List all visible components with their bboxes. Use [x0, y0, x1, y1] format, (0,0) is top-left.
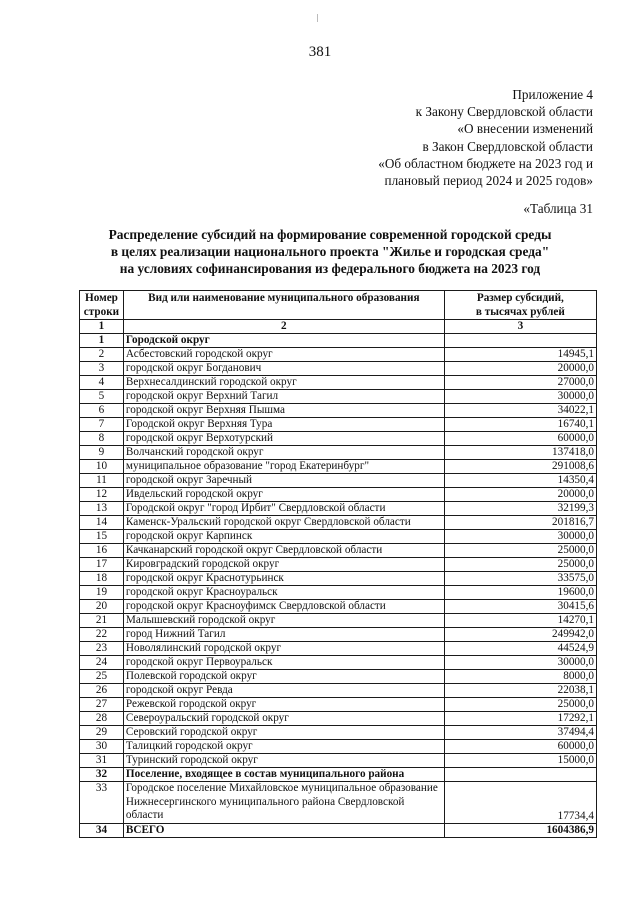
table-row [80, 782, 597, 824]
column-number-row [80, 320, 597, 334]
municipality-name-cell: городской округ Красноуральск [123, 586, 444, 600]
subsidy-amount-cell: 16740,1 [444, 418, 596, 432]
municipality-name-cell: Туринский городской округ [123, 754, 444, 768]
subsidy-amount-cell: 15000,0 [444, 754, 596, 768]
row-number-cell: 29 [80, 726, 124, 740]
row-number-cell: 6 [80, 404, 124, 418]
table-header-row [80, 291, 597, 320]
row-number-cell: 1 [80, 334, 124, 348]
row-number-cell: 16 [80, 544, 124, 558]
subsidy-amount-cell: 27000,0 [444, 376, 596, 390]
municipality-name-cell: Каменск-Уральский городской округ Свердловской области [123, 516, 444, 530]
row-number-cell: 8 [80, 432, 124, 446]
table-row [80, 614, 597, 628]
subsidy-amount-cell: 22038,1 [444, 684, 596, 698]
header-text: Номер [85, 292, 118, 304]
column-number: 2 [123, 320, 444, 334]
table-row [80, 404, 597, 418]
subsidy-amount-cell: 14350,4 [444, 474, 596, 488]
row-number-cell: 12 [80, 488, 124, 502]
row-number-cell: 15 [80, 530, 124, 544]
row-number-cell: 17 [80, 558, 124, 572]
header-row-number [80, 291, 124, 320]
header-subsidy-amount [444, 291, 596, 320]
subsidy-amount-cell: 37494,4 [444, 726, 596, 740]
table-row [80, 670, 597, 684]
row-number-cell: 21 [80, 614, 124, 628]
title-line: в целях реализации национального проекта "Жилье и городская среда" [110, 244, 550, 259]
table-label: «Таблица 31 [523, 201, 593, 216]
row-number-cell: 24 [80, 656, 124, 670]
municipality-name-cell: Кировградский городской округ [123, 558, 444, 572]
municipality-name-cell: Ивдельский городской округ [123, 488, 444, 502]
municipality-name-cell: городской округ Ревда [123, 684, 444, 698]
row-number-cell: 14 [80, 516, 124, 530]
table-row [80, 656, 597, 670]
appendix-line: «О внесении изменений [457, 121, 593, 137]
table-row [80, 432, 597, 446]
subsidy-amount-cell: 291008,6 [444, 460, 596, 474]
row-number-cell: 26 [80, 684, 124, 698]
subsidy-amount-cell: 249942,0 [444, 628, 596, 642]
subsidy-amount-cell: 25000,0 [444, 698, 596, 712]
subsidy-amount-cell: 44524,9 [444, 642, 596, 656]
row-number-cell: 4 [80, 376, 124, 390]
municipality-name-cell: ВСЕГО [123, 823, 444, 837]
subsidy-amount-cell: 14270,1 [444, 614, 596, 628]
subsidy-amount-cell: 17734,4 [444, 782, 596, 824]
appendix-reference [378, 86, 593, 189]
municipality-name-cell: Серовский городской округ [123, 726, 444, 740]
subsidy-amount-cell: 32199,3 [444, 502, 596, 516]
column-number: 1 [80, 320, 124, 334]
header-text: в тысячах рублей [475, 306, 565, 318]
subsidy-amount-cell: 8000,0 [444, 670, 596, 684]
table-row [80, 460, 597, 474]
municipality-name-cell: городской округ Верхотурский [123, 432, 444, 446]
table-row [80, 348, 597, 362]
scan-margin-mark [317, 14, 318, 22]
header-municipality-name: Вид или наименование муниципального образования [123, 291, 444, 320]
municipality-name-cell: Асбестовский городской округ [123, 348, 444, 362]
municipality-name-cell: Новолялинский городской округ [123, 642, 444, 656]
table-row [80, 712, 597, 726]
subsidy-amount-cell [444, 768, 596, 782]
section-header-row [80, 768, 597, 782]
table-row [80, 516, 597, 530]
municipality-name-cell: Волчанский городской округ [123, 446, 444, 460]
row-number-cell: 22 [80, 628, 124, 642]
municipality-name-cell: Городской округ Верхняя Тура [123, 418, 444, 432]
table-row [80, 642, 597, 656]
row-number-cell: 30 [80, 740, 124, 754]
row-number-cell: 33 [80, 782, 124, 824]
subsidy-amount-cell: 20000,0 [444, 488, 596, 502]
row-number-cell: 31 [80, 754, 124, 768]
header-text: Размер субсидий, [476, 292, 564, 304]
subsidy-amount-cell [444, 334, 596, 348]
municipality-name-cell: городской округ Верхний Тагил [123, 390, 444, 404]
municipality-name-cell: городской округ Красноуфимск Свердловской области [123, 600, 444, 614]
title-line: на условиях софинансирования из федерального бюджета на 2023 год [119, 261, 541, 276]
subsidy-amount-cell: 25000,0 [444, 544, 596, 558]
appendix-line: плановый период 2024 и 2025 годов» [384, 173, 593, 189]
subsidy-amount-cell: 201816,7 [444, 516, 596, 530]
row-number-cell: 20 [80, 600, 124, 614]
table-body [80, 334, 597, 838]
row-number-cell: 7 [80, 418, 124, 432]
subsidy-amount-cell: 30415,6 [444, 600, 596, 614]
table-row [80, 390, 597, 404]
municipality-name-cell: городской округ Первоуральск [123, 656, 444, 670]
subsidy-amount-cell: 60000,0 [444, 432, 596, 446]
municipality-name-cell: Поселение, входящее в состав муниципального района [123, 768, 444, 782]
municipality-name-cell: Городской округ [123, 334, 444, 348]
subsidy-amount-cell: 30000,0 [444, 390, 596, 404]
table-row [80, 684, 597, 698]
subsidy-amount-cell: 137418,0 [444, 446, 596, 460]
municipality-name-cell: Режевской городской округ [123, 698, 444, 712]
table-row [80, 698, 597, 712]
table-row [80, 558, 597, 572]
row-number-cell: 28 [80, 712, 124, 726]
row-number-cell: 34 [80, 823, 124, 837]
table-row [80, 418, 597, 432]
subsidy-amount-cell: 30000,0 [444, 656, 596, 670]
subsidy-amount-cell: 19600,0 [444, 586, 596, 600]
municipality-name-cell: Верхнесалдинский городской округ [123, 376, 444, 390]
document-title [0, 226, 640, 277]
municipality-name-cell: Городское поселение Михайловское муниципальное образование Нижнесергинского муниципального района Свердловской области [123, 782, 444, 824]
municipality-name-cell: городской округ Карпинск [123, 530, 444, 544]
row-number-cell: 18 [80, 572, 124, 586]
total-row [80, 823, 597, 837]
subsidy-amount-cell: 34022,1 [444, 404, 596, 418]
appendix-line: Приложение 4 [512, 87, 593, 102]
table-row [80, 600, 597, 614]
title-line: Распределение субсидий на формирование современной городской среды [108, 227, 552, 242]
appendix-line: «Об областном бюджете на 2023 год и [378, 155, 593, 171]
table-row [80, 740, 597, 754]
table-row [80, 572, 597, 586]
table-row [80, 586, 597, 600]
table-row [80, 488, 597, 502]
subsidy-amount-cell: 33575,0 [444, 572, 596, 586]
row-number-cell: 19 [80, 586, 124, 600]
section-header-row [80, 334, 597, 348]
appendix-line: к Закону Свердловской области [415, 104, 593, 120]
row-number-cell: 2 [80, 348, 124, 362]
subsidy-amount-cell: 20000,0 [444, 362, 596, 376]
row-number-cell: 23 [80, 642, 124, 656]
table-row [80, 754, 597, 768]
subsidy-amount-cell: 25000,0 [444, 558, 596, 572]
subsidy-amount-cell: 60000,0 [444, 740, 596, 754]
municipality-name-cell: Городской округ "город Ирбит" Свердловской области [123, 502, 444, 516]
subsidy-amount-cell: 1604386,9 [444, 823, 596, 837]
row-number-cell: 27 [80, 698, 124, 712]
header-text: строки [83, 306, 120, 318]
table-row [80, 474, 597, 488]
municipality-name-cell: Качканарский городской округ Свердловской области [123, 544, 444, 558]
row-number-cell: 9 [80, 446, 124, 460]
row-number-cell: 25 [80, 670, 124, 684]
municipality-name-cell: Талицкий городской округ [123, 740, 444, 754]
row-number-cell: 13 [80, 502, 124, 516]
table-row [80, 530, 597, 544]
table-row [80, 362, 597, 376]
subsidy-amount-cell: 30000,0 [444, 530, 596, 544]
municipality-name-cell: городской округ Богданович [123, 362, 444, 376]
table-row [80, 446, 597, 460]
page-number: 381 [308, 44, 332, 60]
appendix-line: в Закон Свердловской области [422, 138, 593, 154]
municipality-name-cell: Малышевский городской округ [123, 614, 444, 628]
municipality-name-cell: городской округ Заречный [123, 474, 444, 488]
column-number: 3 [444, 320, 596, 334]
subsidies-table [79, 290, 597, 838]
municipality-name-cell: Североуральский городской округ [123, 712, 444, 726]
row-number-cell: 10 [80, 460, 124, 474]
row-number-cell: 11 [80, 474, 124, 488]
table-row [80, 376, 597, 390]
subsidy-amount-cell: 17292,1 [444, 712, 596, 726]
municipality-name-cell: город Нижний Тагил [123, 628, 444, 642]
subsidy-amount-cell: 14945,1 [444, 348, 596, 362]
table-row [80, 502, 597, 516]
table-row [80, 726, 597, 740]
municipality-name-cell: городской округ Краснотурьинск [123, 572, 444, 586]
table-row [80, 628, 597, 642]
row-number-cell: 5 [80, 390, 124, 404]
row-number-cell: 3 [80, 362, 124, 376]
municipality-name-cell: Полевской городской округ [123, 670, 444, 684]
municipality-name-cell: муниципальное образование "город Екатеринбург" [123, 460, 444, 474]
municipality-name-cell: городской округ Верхняя Пышма [123, 404, 444, 418]
table-row [80, 544, 597, 558]
row-number-cell: 32 [80, 768, 124, 782]
